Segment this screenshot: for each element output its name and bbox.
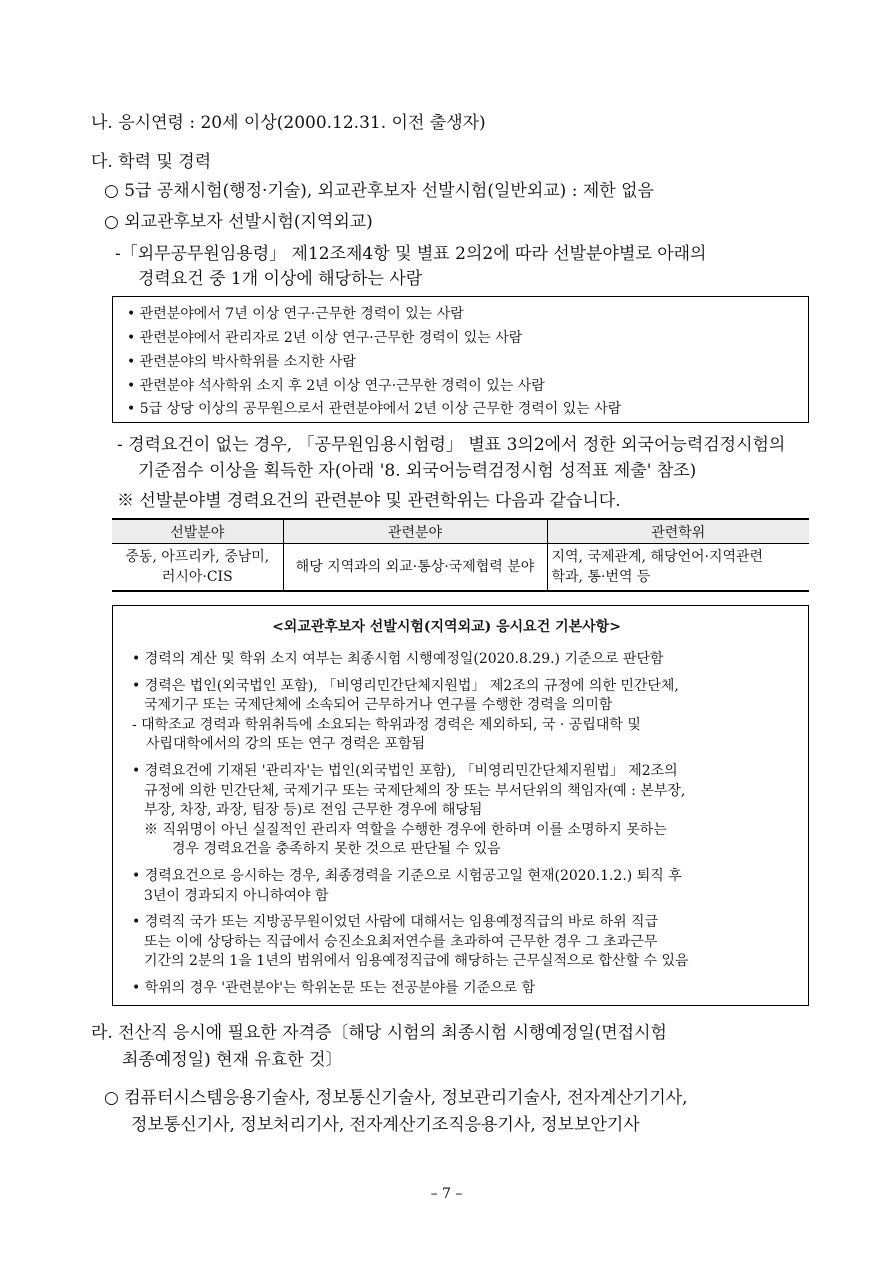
career-req-item: • 관련분야의 박사학위를 소지한 사람 (127, 354, 356, 370)
basics-line: • 학위의 경우 '관련분야'는 학위논문 또는 전공분야를 기준으로 함 (132, 980, 536, 996)
basics-line: 경우 경력요건을 충족하지 못한 것으로 판단될 수 있음 (172, 841, 501, 857)
basics-title: <외교관후보자 선발시험(지역외교) 응시요건 기본사항> (272, 619, 621, 635)
basics-line: • 경력은 법인(외국법인 포함), 「비영리민간단체지원법」 제2조의 규정에 의한 민간단체, (132, 678, 679, 694)
ra-item-line1: ○ 컴퓨터시스템응용기술사, 정보통신기술사, 정보관리기술사, 전자계산기기사, (104, 1088, 688, 1108)
section-ra-line1: 라. 전산직 응시에 필요한 자격증〔해당 시험의 최종시험 시행예정일(면접시험 (91, 1023, 667, 1043)
section-da-title: 다. 학력 및 경력 (91, 152, 212, 172)
da-item-general: ○ 5급 공채시험(행정·기술), 외교관후보자 선발시험(일반외교) : 제한 없음 (104, 181, 654, 201)
basics-line: ※ 직위명이 아닌 실질적인 관리자 역할을 수행한 경우에 한하며 이를 소명하지 못하는 (144, 822, 667, 838)
da-sub1-line2: 경력요건 중 1개 이상에 해당하는 사람 (138, 269, 423, 289)
da-sub2-line2: 기준점수 이상을 획득한 자(아래 '8. 외국어능력검정시험 성적표 제출' 참조) (138, 461, 697, 481)
ra-item-line2: 정보통신기사, 정보처리기사, 전자계산기조직응용기사, 정보보안기사 (131, 1115, 640, 1135)
basics-line: 규정에 의한 민간단체, 국제기구 또는 국제단체의 장 또는 부서단위의 책임자(예 : 본부장, (144, 783, 686, 799)
basics-line: 사립대학에서의 강의 또는 연구 경력은 포함됨 (146, 736, 426, 752)
table-cell-degree (547, 544, 809, 592)
basics-line: 또는 이에 상당하는 직급에서 승진소요최저연수를 초과하여 근무한 경우 그 초과근무 (144, 934, 658, 950)
page-number: – 7 – (430, 1186, 463, 1202)
basics-line: • 경력직 국가 또는 지방공무원이었던 사람에 대해서는 임용예정직급의 바로 하위 직급 (132, 914, 659, 930)
basics-line: 국제기구 또는 국제단체에 소속되어 근무하거나 연구를 수행한 경력을 의미함 (144, 697, 613, 713)
table-cell-related (283, 544, 547, 592)
basics-line: 부장, 차장, 과장, 팀장 등)로 전임 근무한 경우에 해당됨 (144, 802, 483, 818)
basics-line: 3년이 경과되지 아니하여야 함 (144, 888, 329, 904)
table-header: 관련분야 (283, 519, 547, 544)
field-line: 러시아·CIS (161, 569, 233, 585)
basics-line: • 경력요건으로 응시하는 경우, 최종경력을 기준으로 시험공고일 현재(2020.1.2.) 퇴직 후 (132, 868, 682, 884)
da-sub2-line1: - 경력요건이 없는 경우, 「공무원임용시험령」 별표 3의2에서 정한 외국어능력검정시험의 (117, 435, 786, 455)
career-req-item: • 관련분야에서 7년 이상 연구·근무한 경력이 있는 사람 (127, 306, 464, 322)
basics-line: • 경력의 계산 및 학위 소지 여부는 최종시험 시행예정일(2020.8.29.) 기준으로 판단함 (132, 651, 664, 667)
section-na-age: 나. 응시연령 : 20세 이상(2000.12.31. 이전 출생자) (91, 113, 486, 133)
basics-line: 기간의 2분의 1을 1년의 범위에서 임용예정직급에 해당하는 근무실적으로 합산할 수 있음 (144, 953, 689, 969)
career-req-item: • 5급 상당 이상의 공무원으로서 관련분야에서 2년 이상 근무한 경력이 있는 사람 (127, 401, 622, 417)
da-item-regional: ○ 외교관후보자 선발시험(지역외교) (104, 212, 373, 232)
related-field-table (112, 518, 809, 592)
degree-line: 학과, 통·번역 등 (551, 569, 651, 585)
career-req-item: • 관련분야에서 관리자로 2년 이상 연구·근무한 경력이 있는 사람 (127, 330, 523, 346)
table-header: 선발분야 (112, 519, 283, 544)
career-req-item: • 관련분야 석사학위 소지 후 2년 이상 연구·근무한 경력이 있는 사람 (127, 378, 545, 394)
basics-line: • 경력요건에 기재된 '관리자'는 법인(외국법인 포함), 「비영리민간단체지원법」 제2조의 (132, 763, 678, 779)
table-header: 관련학위 (547, 519, 809, 544)
section-ra-line2: 최종예정일) 현재 유효한 것〕 (122, 1050, 343, 1070)
table-row (112, 544, 809, 592)
degree-line: 지역, 국제관계, 해당언어·지역관련 (551, 549, 764, 565)
da-note: ※ 선발분야별 경력요건의 관련분야 및 관련학위는 다음과 같습니다. (117, 491, 621, 511)
related-field-text: 해당 지역과의 외교·통상·국제협력 분야 (295, 559, 535, 575)
da-sub1-line1: -「외무공무원임용령」 제12조제4항 및 별표 2의2에 따라 선발분야별로 아래의 (115, 244, 707, 264)
table-header-row (112, 519, 809, 544)
basics-line: - 대학조교 경력과 학위취득에 소요되는 학위과정 경력은 제외하되, 국 · 공립대학 및 (132, 717, 641, 733)
table-cell-field (112, 544, 283, 592)
field-line: 중동, 아프리카, 중남미, (125, 549, 270, 565)
